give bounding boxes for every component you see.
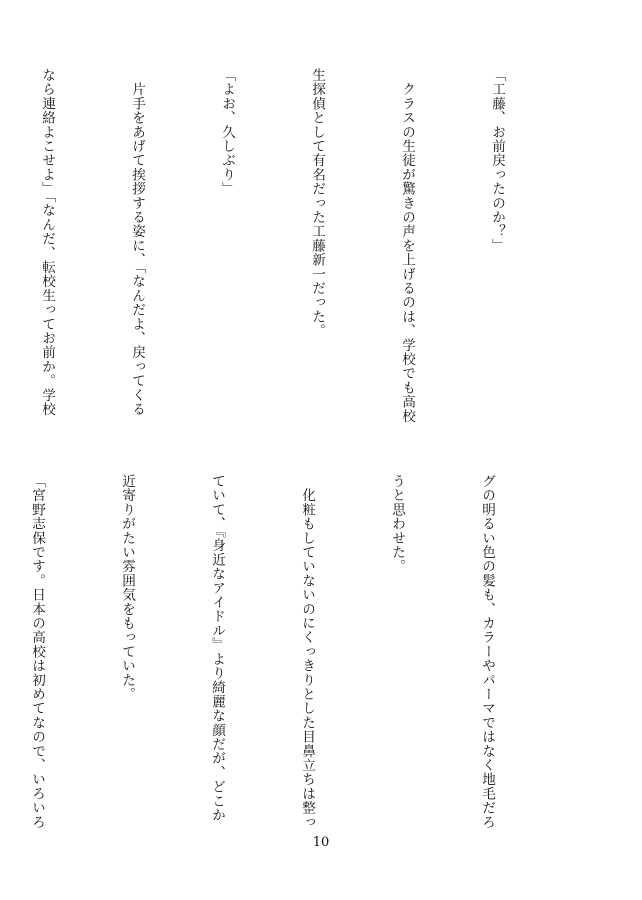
text-line: 片手をあげて挨拶する姿に、「なんだよ、戻ってくる	[129, 68, 145, 417]
top-text-block	[39, 68, 572, 423]
text-line: うと思わせた。	[389, 474, 405, 574]
text-line: 近寄りがたい雰囲気をもっていた。	[119, 474, 135, 702]
text-line: 「よお、久しぶり」	[219, 68, 235, 196]
text-line: クラスの生徒が驚きの声を上げるのは、学校でも高校	[399, 68, 415, 423]
text-line: グの明るい色の髪も、カラーやパーマではなく地毛だろ	[479, 474, 495, 829]
text-line: ていて、『身近なアイドル』より綺麗な顔だが、どこか	[209, 474, 225, 823]
text-line: 「宮野志保です。日本の高校は初めてなので、いろいろ	[29, 474, 45, 829]
text-line: 「工藤、お前戻ったのか？」	[489, 68, 505, 253]
text-line: 生探偵として有名だった工藤新一だった。	[309, 68, 325, 338]
text-line: 化粧もしていないのにくっきりとした目鼻立ちは整っ	[299, 474, 315, 829]
bottom-text-block	[29, 474, 562, 829]
text-line: なら連絡よこせよ」「なんだ、転校生ってお前か。学校	[39, 68, 55, 417]
page-number: 10	[312, 835, 330, 850]
